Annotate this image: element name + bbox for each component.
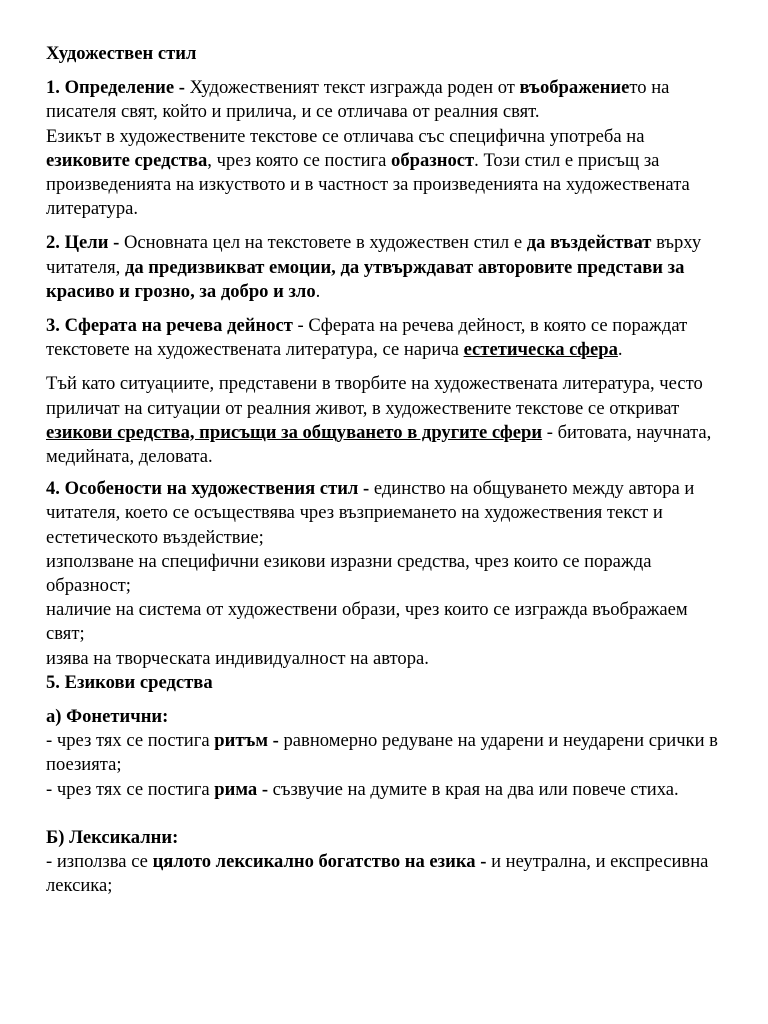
section-heading: 2. Цели - — [46, 232, 120, 254]
text-run: . Този стил е присъщ за произведенията на изкуството и в частност за произведенията на художествената литература. — [46, 149, 690, 220]
text-run: равномерно редуване на ударени и неударени срички в поезията; — [46, 730, 718, 776]
subsection-heading: Б) Лексикални: — [46, 826, 179, 848]
text-run: наличие на система от художествени образи, чрез които се изгражда въображаем свят; — [46, 599, 688, 645]
text-run: и неутрална, и експресивна лексика; — [46, 851, 709, 897]
bold-term: въображение — [519, 77, 630, 99]
bold-term: езиковите средства — [46, 149, 208, 171]
bold-term: цялото лексикално богатство на езика - — [152, 851, 487, 873]
bold-term: рима - — [214, 778, 269, 800]
text-run: то на писателя свят, който и прилича, и се отличава от реалния свят. — [46, 77, 670, 123]
document-title: Художествен стил — [46, 43, 197, 64]
text-run: съзвучие на думите в края на два или повече стиха. — [268, 778, 679, 800]
text-run: - използва се — [46, 851, 153, 873]
bold-term: , — [331, 256, 341, 278]
section-language-means — [46, 671, 722, 695]
section-sphere — [46, 314, 722, 362]
text-run: . — [315, 280, 321, 302]
text-run: . — [617, 339, 623, 361]
bold-term: да въздействат — [526, 232, 652, 254]
underlined-term: езикови средства, присъщи за общуването в другите сфери — [46, 421, 543, 443]
text-run: Основната цел на текстовете в художествен стил е — [119, 232, 527, 254]
bold-term: да предизвикват емоции — [124, 256, 332, 278]
text-run: , чрез която се постига — [207, 149, 392, 171]
bold-term: да утвърждават авторовите представи за красиво и грозно, за добро и зло — [46, 256, 685, 302]
bold-term: образност — [391, 149, 475, 171]
text-run: използване на специфични езикови изразни средства, чрез които се поражда образност; — [46, 550, 652, 597]
subsection-lexical — [46, 826, 722, 899]
text-run: - чрез тях се постига — [46, 730, 215, 752]
section-heading: 3. Сферата на речева дейност — [46, 315, 293, 337]
text-run: - битовата, научната, медийната, деловата. — [46, 421, 712, 468]
subsection-phonetic — [46, 705, 722, 802]
text-run: върху читателя, — [46, 232, 702, 278]
bold-term: ритъм - — [214, 730, 279, 752]
section-features — [46, 477, 722, 671]
text-run: Езикът в художествените текстове се отличава със специфична употреба на — [46, 125, 645, 147]
text-run: единство на общуването между автора и читателя, което се осъществява чрез възприемането на художествения текст и естетическото въздействие; — [46, 478, 695, 548]
section-goals — [46, 231, 722, 304]
text-run: изява на творческата индивидуалност на автора. — [46, 647, 429, 669]
underlined-term: естетическа сфера — [463, 339, 618, 361]
text-run: Тъй като ситуациите, представени в творбите на художествената литература, често приличат на ситуации от реалния живот, в художествените текстове се откриват — [46, 373, 703, 419]
section-heading: 1. Определение - — [46, 77, 185, 99]
section-heading: 4. Особености на художествения стил - — [46, 478, 370, 500]
text-run: - Сферата на речева дейност, в която се пораждат текстовете на художествената литература, се нарича — [46, 315, 688, 361]
section-definition — [46, 76, 722, 221]
paragraph-situations — [46, 372, 722, 469]
text-run: Художественият текст изгражда роден от — [184, 77, 520, 99]
text-run: - чрез тях се постига — [46, 778, 215, 800]
section-heading: 5. Езикови средства — [46, 671, 213, 693]
subsection-heading: а) Фонетични: — [46, 706, 169, 728]
